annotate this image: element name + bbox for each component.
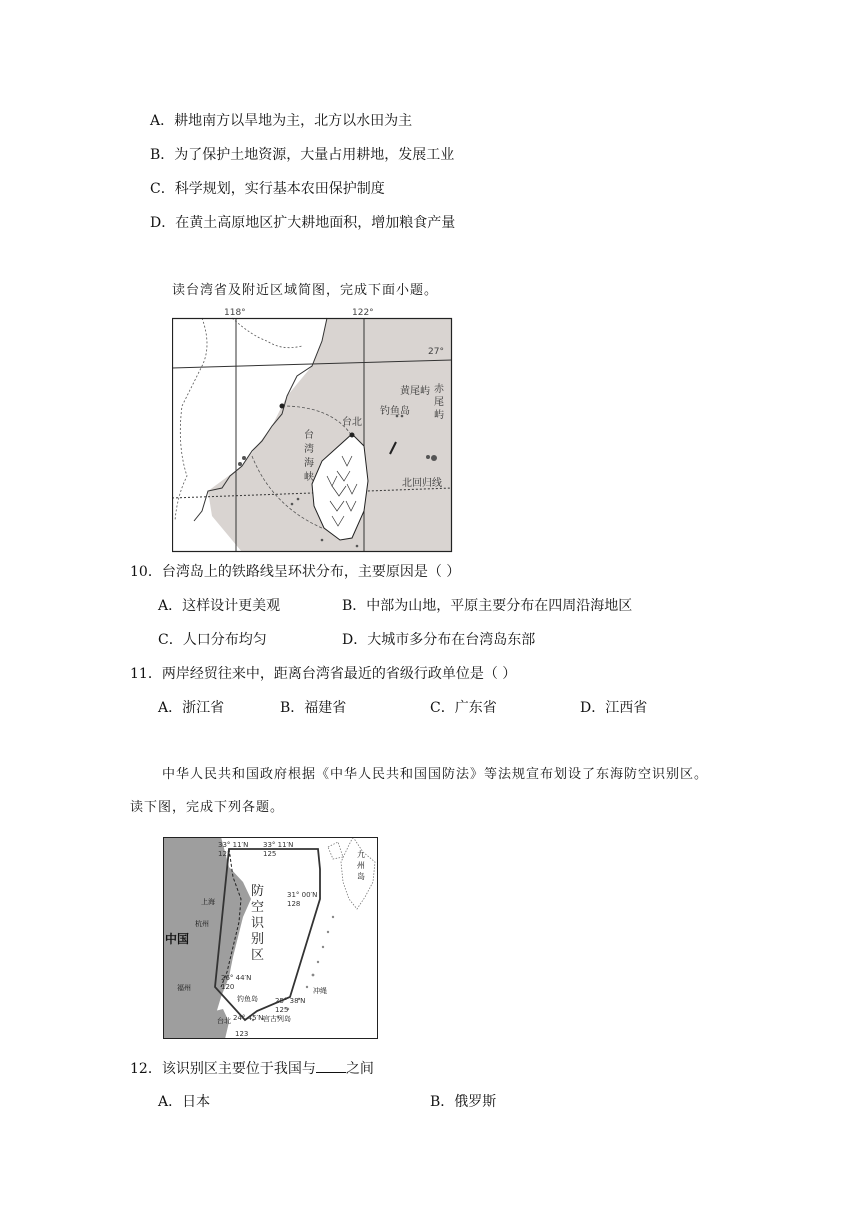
coord-31-128-lat: 31° 00′N xyxy=(287,891,318,899)
lon-label-122: 122° xyxy=(352,308,374,318)
taiwan-map xyxy=(172,306,453,553)
q9-option-b: B．为了保护土地资源，大量占用耕地，发展工业 xyxy=(150,147,455,163)
kyushu-label: 九 xyxy=(357,850,365,859)
lat-label-27: 27° xyxy=(428,347,444,357)
zone-label: 空 xyxy=(251,900,265,915)
kyushu-label: 岛 xyxy=(357,872,365,881)
coord-25-125-lat: 25° 38′N xyxy=(275,997,306,1005)
coord-33-125-lon: 125 xyxy=(263,850,277,858)
q10-stem: 10．台湾岛上的铁路线呈环状分布，主要原因是（ ） xyxy=(130,564,461,580)
q11-stem: 11．两岸经贸往来中，距离台湾省最近的省级行政单位是（ ） xyxy=(130,666,517,682)
coord-33-125-lat: 33° 11′N xyxy=(263,841,294,849)
q12-option-a: A．日本 xyxy=(158,1094,211,1110)
taibei-label: 台北 xyxy=(342,417,362,428)
fuzhou-label: 福州 xyxy=(177,984,191,992)
fuzhou-city-dot xyxy=(280,404,285,409)
kyushu-label: 州 xyxy=(357,861,365,870)
map2-intro-line2: 读下图，完成下列各题。 xyxy=(130,800,285,815)
shanghai-label: 上海 xyxy=(201,898,215,906)
q12-stem-pre: 12．该识别区主要位于我国与 xyxy=(130,1061,316,1077)
strait-label: 峡 xyxy=(304,472,314,483)
chiwei-label: 尾 xyxy=(434,397,444,408)
coord-24-123-lon: 123 xyxy=(235,1030,249,1038)
tropic-label: 北回归线 xyxy=(402,478,442,489)
adiz-map xyxy=(163,837,378,1039)
coord-24-123-lat: 24° 45′N xyxy=(233,1014,264,1022)
q11-option-d: D．江西省 xyxy=(580,700,648,716)
q12-stem xyxy=(130,1058,374,1079)
okinawa-label: 冲绳 xyxy=(313,987,327,995)
q11-option-c: C．广东省 xyxy=(430,700,497,716)
zone-label: 区 xyxy=(251,948,265,963)
miyako-label: 宫古列岛 xyxy=(263,1015,291,1023)
strait-label: 湾 xyxy=(304,444,314,455)
q10-option-c: C．人口分布均匀 xyxy=(158,632,267,648)
hangzhou-label: 杭州 xyxy=(195,920,209,928)
coord-33-121-lat: 33° 11′N xyxy=(218,841,249,849)
q11-option-b: B．福建省 xyxy=(280,700,347,716)
zone-label: 识 xyxy=(251,916,265,931)
china-label: 中国 xyxy=(165,932,190,946)
q10-option-b: B．中部为山地，平原主要分布在四周沿海地区 xyxy=(342,598,633,614)
coord-25-125-lon: 125 xyxy=(275,1006,289,1014)
coord-31-128-lon: 128 xyxy=(287,900,301,908)
coord-26-120-lon: 120 xyxy=(221,983,235,991)
lon-label-118: 118° xyxy=(224,308,246,318)
chiwei-label: 屿 xyxy=(434,410,444,421)
diaoyu-label: 钓鱼岛 xyxy=(237,995,258,1003)
q12-option-b: B．俄罗斯 xyxy=(430,1094,497,1110)
q12-blank xyxy=(316,1058,346,1073)
q11-option-a: A．浙江省 xyxy=(158,700,225,716)
coord-26-120-lat: 26° 44′N xyxy=(221,974,252,982)
map1-intro: 读台湾省及附近区域简图，完成下面小题。 xyxy=(172,283,439,298)
coord-33-121-lon: 121 xyxy=(218,850,232,858)
zone-label: 防 xyxy=(251,884,265,899)
diaoyu-label: 钓鱼岛 xyxy=(380,406,410,417)
q10-option-a: A．这样设计更美观 xyxy=(158,598,281,614)
q9-option-c: C．科学规划，实行基本农田保护制度 xyxy=(150,181,385,197)
chiwei-label: 赤 xyxy=(434,384,444,395)
q9-option-a: A．耕地南方以旱地为主，北方以水田为主 xyxy=(150,113,413,129)
q12-stem-post: 之间 xyxy=(345,1061,374,1077)
taibei-city-dot xyxy=(350,433,355,438)
q10-option-d: D．大城市多分布在台湾岛东部 xyxy=(342,632,536,648)
huangwei-label: 黄尾屿 xyxy=(400,386,430,397)
strait-label: 台 xyxy=(304,430,314,441)
zone-label: 别 xyxy=(251,932,265,947)
map2-intro-line1: 中华人民共和国政府根据《中华人民共和国国防法》等法规宣布划设了东海防空识别区。 xyxy=(162,767,709,782)
q9-option-d: D．在黄土高原地区扩大耕地面积，增加粮食产量 xyxy=(150,215,456,231)
strait-label: 海 xyxy=(304,458,314,469)
taibei-label: 台北 xyxy=(217,1017,231,1025)
